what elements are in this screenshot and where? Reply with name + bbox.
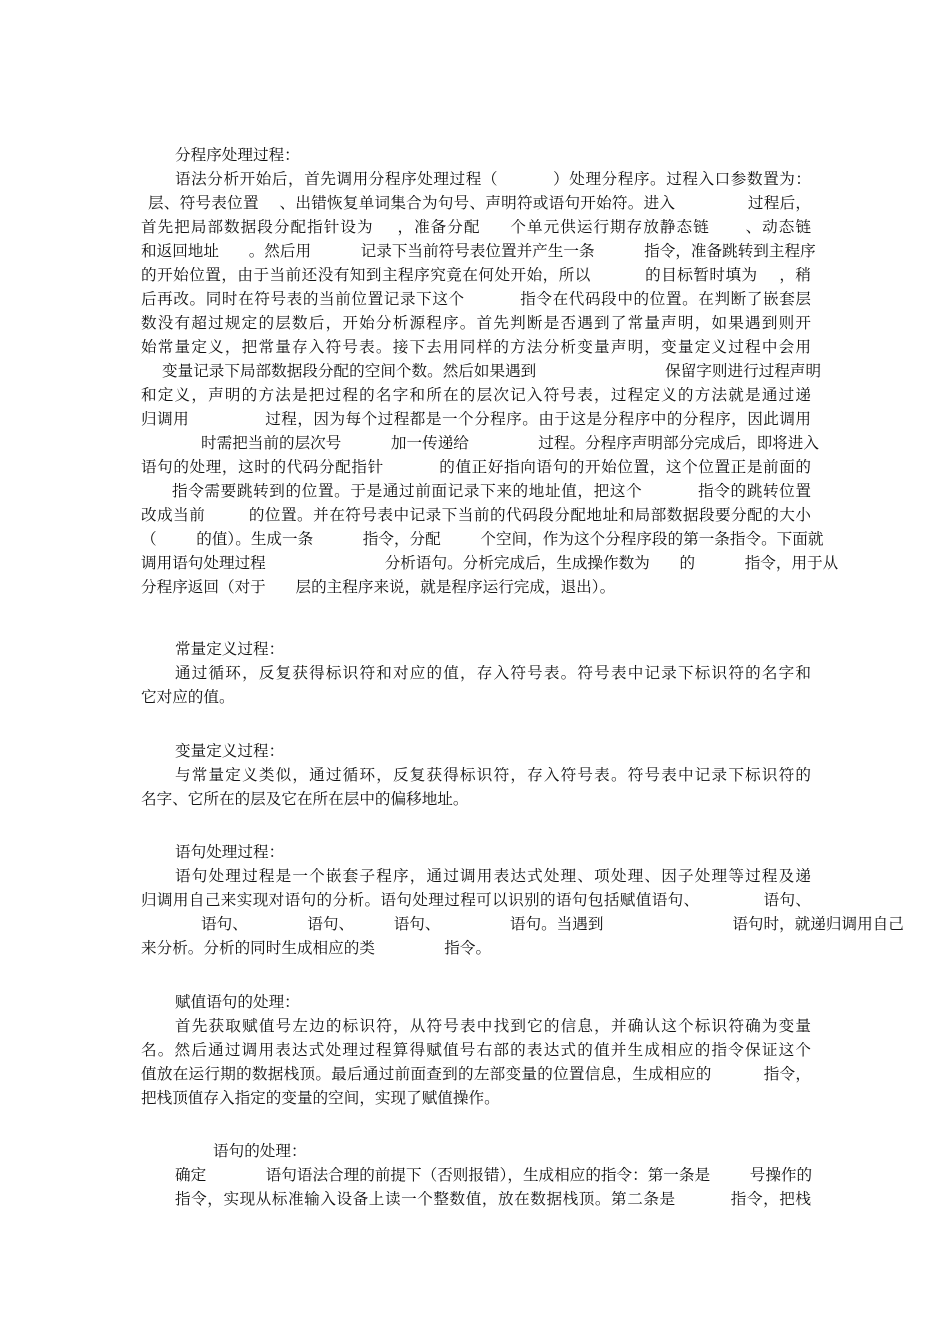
text-line: 语句、 语句、 语句、 语句。当遇到 语句时，就递归调用自己 [201, 915, 904, 933]
text-line: 改成当前 的位置。并在符号表中记录下当前的代码段分配地址和局部数据段要分配的大小 [141, 506, 811, 524]
text-line: 语句处理过程是一个嵌套子程序，通过调用表达式处理、项处理、因子处理等过程及递 [175, 867, 811, 885]
section-heading: 语句处理过程： [175, 843, 285, 861]
text-line: 指令，实现从标准输入设备上读一个整数值，放在数据栈顶。第二条是 指令，把栈 [175, 1190, 811, 1208]
text-line: 确定 语句语法合理的前提下（否则报错），生成相应的指令：第一条是 号操作的 [175, 1166, 813, 1184]
text-line: 的开始位置，由于当前还没有知到主程序究竟在何处开始，所以 的目标暂时填为 ，稍 [141, 266, 811, 284]
text-line: 层、符号表位置 、出错恢复单词集合为句号、声明符或语句开始符。进入 过程后， [148, 194, 811, 212]
text-line: 归调用 过程，因为每个过程都是一个分程序。由于这是分程序中的分程序，因此调用 [141, 410, 811, 428]
text-line: 归调用自己来实现对语句的分析。语句处理过程可以识别的语句包括赋值语句、 语句、 [141, 891, 811, 909]
text-line: 和定义，声明的方法是把过程的名字和所在的层次记入符号表，过程定义的方法就是通过递 [141, 386, 811, 404]
text-line: 数没有超过规定的层数后，开始分析源程序。首先判断是否遇到了常量声明，如果遇到则开 [141, 314, 811, 332]
text-line: 始常量定义，把常量存入符号表。接下去用同样的方法分析变量声明，变量定义过程中会用 [141, 338, 811, 356]
text-line: 指令需要跳转到的位置。于是通过前面记录下来的地址值，把这个 指令的跳转位置 [172, 482, 811, 500]
text-line: 值放在运行期的数据栈顶。最后通过前面查到的左部变量的位置信息，生成相应的 指令， [141, 1065, 811, 1083]
text-line: 语句的处理，这时的代码分配指针 的值正好指向语句的开始位置，这个位置正是前面的 [141, 458, 811, 476]
text-line: 语法分析开始后，首先调用分程序处理过程（ ）处理分程序。过程入口参数置为： [175, 170, 811, 188]
text-line: 它对应的值。 [141, 688, 235, 706]
text-line: 首先把局部数据段分配指针设为 ，准备分配 个单元供运行期存放静态链 、动态链 [141, 218, 811, 236]
section-heading: 常量定义过程： [175, 640, 285, 658]
section-heading: 赋值语句的处理： [175, 993, 300, 1011]
text-line: 调用语句处理过程 分析语句。分析完成后，生成操作数为 的 指令，用于从 [141, 554, 839, 572]
section-heading: 分程序处理过程： [175, 146, 300, 164]
text-line: 与常量定义类似，通过循环，反复获得标识符，存入符号表。符号表中记录下标识符的 [175, 766, 811, 784]
section-heading: 变量定义过程： [175, 742, 285, 760]
text-line: 名字、它所在的层及它在所在层中的偏移地址。 [141, 790, 469, 808]
text-line: 和返回地址 。然后用 记录下当前符号表位置并产生一条 指令，准备跳转到主程序 [141, 242, 816, 260]
text-line: 分程序返回（对于 层的主程序来说，就是程序运行完成，退出）。 [141, 578, 616, 596]
text-line: 后再改。同时在符号表的当前位置记录下这个 指令在代码段中的位置。在判断了嵌套层 [141, 290, 811, 308]
text-line: （ 的值）。生成一条 指令，分配 个空间，作为这个分程序段的第一条指令。下面就 [141, 530, 824, 548]
text-line: 变量记录下局部数据段分配的空间个数。然后如果遇到 保留字则进行过程声明 [162, 362, 822, 380]
text-line: 时需把当前的层次号 加一传递给 过程。分程序声明部分完成后，即将进入 [201, 434, 819, 452]
section-heading: 语句的处理： [213, 1142, 307, 1160]
text-line: 把栈顶值存入指定的变量的空间，实现了赋值操作。 [141, 1089, 500, 1107]
text-line: 首先获取赋值号左边的标识符，从符号表中找到它的信息，并确认这个标识符确为变量 [175, 1017, 811, 1035]
text-line: 通过循环，反复获得标识符和对应的值，存入符号表。符号表中记录下标识符的名字和 [175, 664, 811, 682]
text-line: 来分析。分析的同时生成相应的类 指令。 [141, 939, 492, 957]
text-line: 名。然后通过调用表达式处理过程算得赋值号右部的表达式的值并生成相应的指令保证这个 [141, 1041, 811, 1059]
